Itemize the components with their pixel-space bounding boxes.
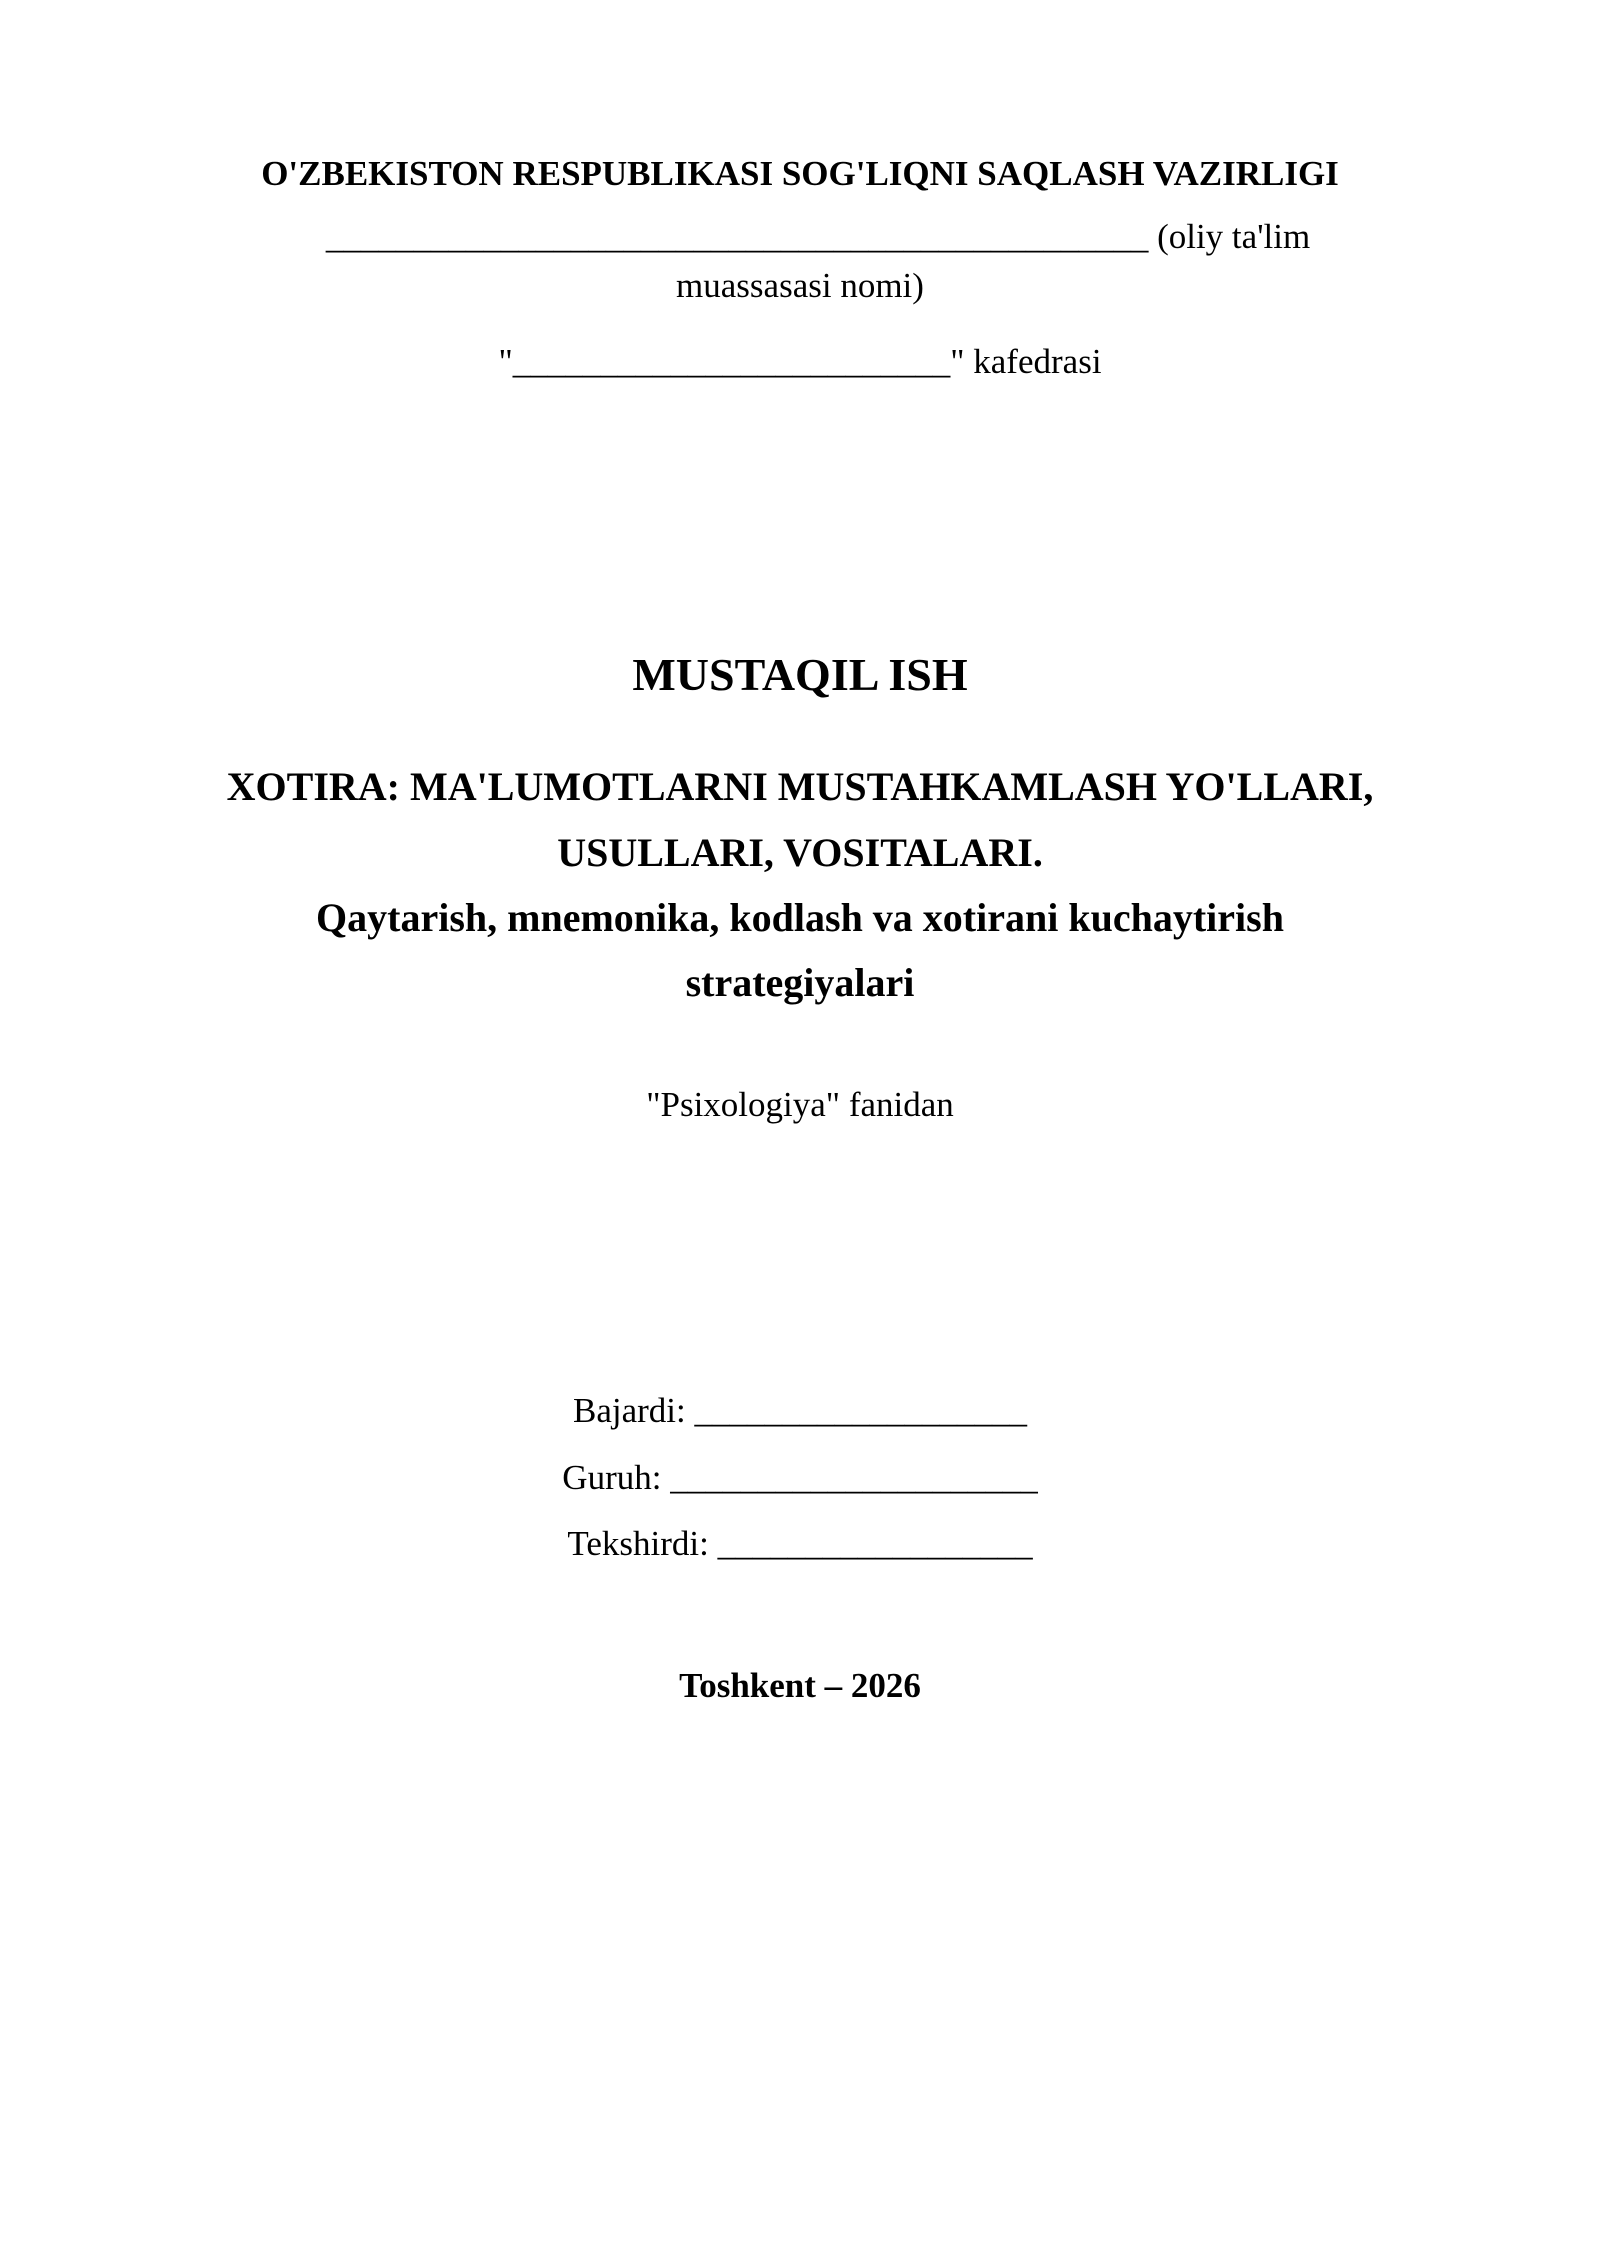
city-year: Toshkent – 2026 [679, 1666, 921, 1705]
institution-name-caption: muassasasi nomi) [676, 266, 924, 305]
topic-line: XOTIRA: MA'LUMOTLARNI MUSTAHKAMLASH YO'LLARI, [226, 764, 1374, 809]
department-line: "_________________________" kafedrasi [498, 342, 1102, 381]
group-field: Guruh: _____________________ [562, 1458, 1038, 1497]
topic-line: USULLARI, VOSITALARI. [557, 830, 1043, 875]
subject-line: "Psixologiya" fanidan [646, 1085, 954, 1124]
document-type-title: MUSTAQIL ISH [632, 649, 968, 700]
institution-name-line: _______________________________________________ (oliy ta'lim [325, 217, 1311, 256]
topic-line: strategiyalari [685, 960, 915, 1005]
ministry-heading: O'ZBEKISTON RESPUBLIKASI SOG'LIQNI SAQLASH VAZIRLIGI [261, 154, 1339, 193]
checked-by-field: Tekshirdi: __________________ [567, 1524, 1033, 1563]
performed-by-field: Bajardi: ___________________ [573, 1391, 1027, 1430]
topic-line: Qaytarish, mnemonika, kodlash va xotirani kuchaytirish [316, 895, 1284, 940]
